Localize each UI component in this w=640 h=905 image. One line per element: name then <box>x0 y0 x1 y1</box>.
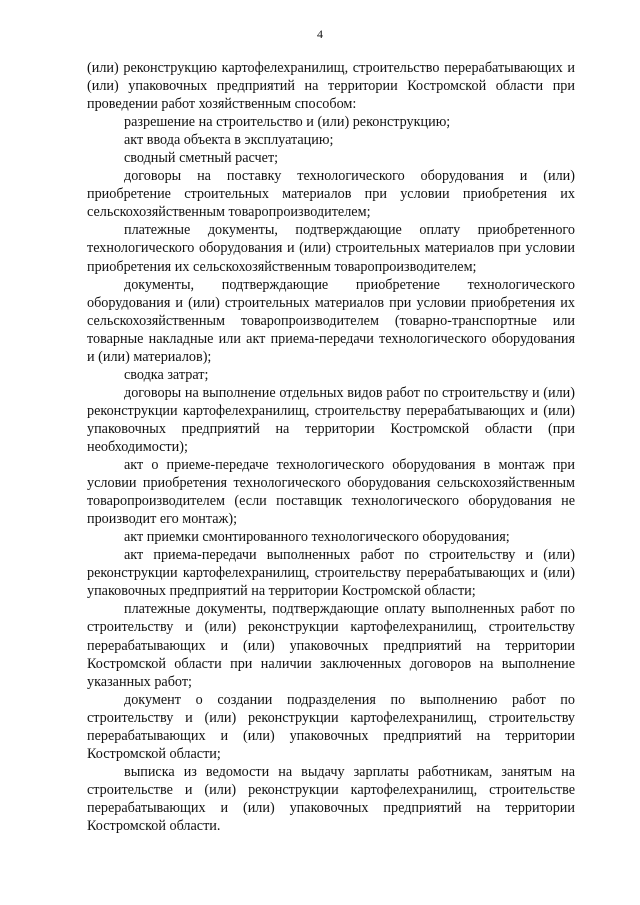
list-item: документы, подтверждающие приобретение технологического оборудования и (или) строительных материалов при условии приобретения их сельскохозяйственным товаропроизводителем (товарно-транспортные или товарные накладные или акт приема-передачи технологического оборудования и (или) материалов); <box>87 276 575 365</box>
list-item: акт о приеме-передаче технологического оборудования в монтаж при условии приобретения технологического оборудования сельскохозяйственным товаропроизводителем (если поставщик технологического оборудования не производит его монтаж); <box>87 457 575 528</box>
list-item: платежные документы, подтверждающие оплату приобретенного технологического оборудования и (или) строительных материалов при условии приобретения их сельскохозяйственным товаропроизводителем; <box>87 222 575 275</box>
list-item: договоры на выполнение отдельных видов работ по строительству и (или) реконструкции картофелехранилищ, строительству перерабатывающих и (или) упаковочных предприятий на территории Костромской области (при необходимости); <box>87 384 575 455</box>
document-body <box>87 59 575 835</box>
list-item: акт приемки смонтированного технологического оборудования; <box>124 529 510 546</box>
list-item: сводный сметный расчет; <box>124 150 279 167</box>
list-item: акт приема-передачи выполненных работ по строительству и (или) реконструкции картофелехранилищ, строительству перерабатывающих и (или) упаковочных предприятий на территории Костромской области; <box>87 547 575 600</box>
page-number: 4 <box>317 27 323 41</box>
list-item: документ о создании подразделения по выполнению работ по строительству и (или) реконструкции картофелехранилищ, строительству перерабатывающих и (или) упаковочных предприятий на территории Костромской области; <box>87 691 575 762</box>
paragraph: (или) реконструкцию картофелехранилищ, строительство перерабатывающих и (или) упаковочных предприятий на территории Костромской области при проведении работ хозяйственным способом: <box>87 60 575 113</box>
list-item: договоры на поставку технологического оборудования и (или) приобретение строительных материалов при условии приобретения их сельскохозяйственным товаропроизводителем; <box>87 168 575 221</box>
list-item: акт ввода объекта в эксплуатацию; <box>124 132 334 149</box>
list-item: платежные документы, подтверждающие оплату выполненных работ по строительству и (или) реконструкции картофелехранилищ, строительству перерабатывающих и (или) упаковочных предприятий на территории Костромской области при наличии заключенных договоров на выполнение указанных работ; <box>87 601 575 690</box>
list-item: сводка затрат; <box>124 366 209 383</box>
list-item: выписка из ведомости на выдачу зарплаты работникам, занятым на строительстве и (или) реконструкции картофелехранилищ, строительстве перерабатывающих и (или) упаковочных предприятий на территории Костромской области. <box>87 763 575 834</box>
list-item: разрешение на строительство и (или) реконструкцию; <box>124 114 451 131</box>
